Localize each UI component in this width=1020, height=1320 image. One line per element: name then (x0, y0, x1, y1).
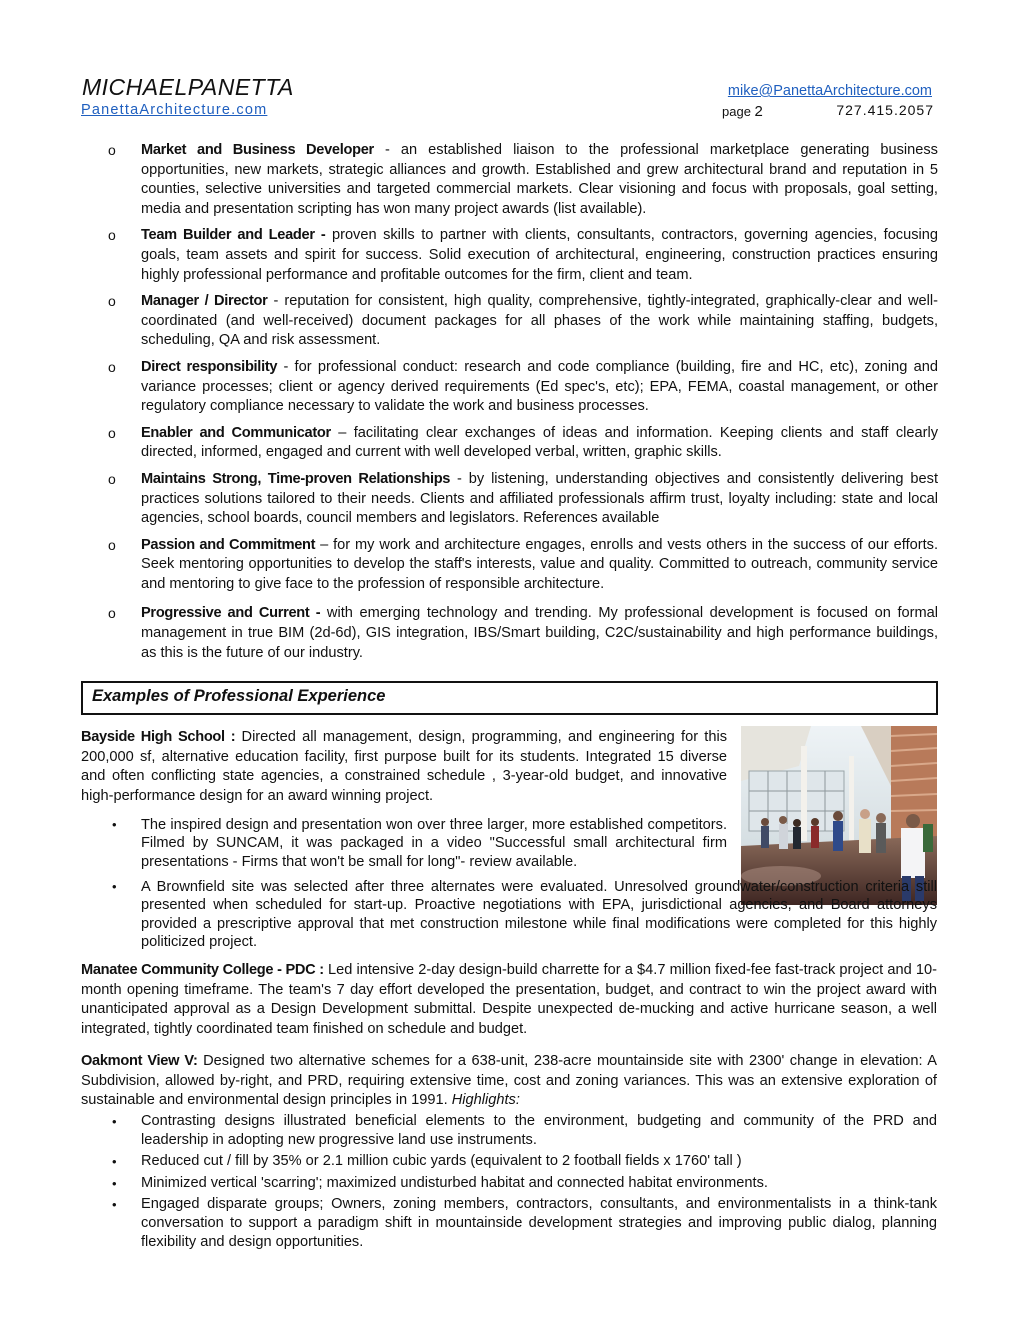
skill-title: Progressive and Current - (141, 605, 321, 622)
circle-bullet: o (108, 424, 116, 441)
skill-item (108, 424, 938, 463)
bullet-dot: • (112, 879, 117, 894)
skill-title: Manager / Director (141, 293, 268, 310)
experience-oakmont (81, 1052, 937, 1111)
header-name: MICHAELPANETTA (82, 74, 294, 100)
page-number: 2 (754, 103, 763, 120)
bullet-text: A Brownfield site was selected after three alternates were evaluated. Unresolved groundwater/construction criteria still presented when scheduled for start-up. Proactive negotiations with EPA, jurisdictional agencies, and Board attorneys provided a prescriptive approval that met construction milestone while final modifications were completed for this highly politicized project. (141, 879, 937, 950)
skill-text: with emerging technology and trending. My professional development is focused on formal management in true BIM (2d-6d), GIS integration, IBS/Smart building, C2C/sustainability and high performance buildings, as this is the future of our industry. (141, 605, 938, 661)
bullet-text: Contrasting designs illustrated beneficial elements to the environment, budgeting and community of the PRD and leadership in adopting new progressive land use instruments. (141, 1113, 937, 1149)
website-link[interactable]: PanettaArchitecture.com (81, 102, 268, 118)
bullet-text: Reduced cut / fill by 35% or 2.1 million cubic yards (equivalent to 2 football fields x 1760' tall ) (141, 1153, 742, 1170)
list-item (112, 1195, 937, 1253)
experience-bayside (81, 728, 727, 806)
list-item (112, 1174, 937, 1193)
section-header-box (81, 681, 938, 715)
bullet-dot: • (112, 1154, 117, 1170)
list-item (112, 1112, 937, 1150)
bullet-dot: • (112, 817, 117, 832)
project-description: Led intensive 2-day design-build charrette for a $4.7 million fixed-fee fast-track project and 10-month opening timeframe. The team's 7 day effort developed the presentation, budget, and contract to win the project award with unanticipated approval as a Design Development submittal. Despite unexpected de-mucking and active hurricane season, a well integrated, tightly coordinated team finished on schedule and budget. (81, 962, 937, 1037)
bullet-dot: • (112, 1196, 117, 1212)
circle-bullet: o (108, 293, 116, 310)
skill-item (108, 226, 938, 285)
skill-text: - reputation for consistent, high quality, comprehensive, tightly-integrated, graphically-clear and well-coordinated (and well-received) document packages for all phases of the work while maintaining staffing, budgets, scheduling, QA and risk assessment. (141, 293, 938, 349)
list-item (112, 878, 937, 951)
circle-bullet: o (108, 358, 116, 375)
list-item (112, 816, 727, 871)
skill-text: – for my work and architecture engages, enrolls and vests others in the success of our efforts. Seek mentoring opportunities to develop the staff's interests, value and quality. Committed to outreach, community service and mentoring to give face to the profession of responsible architecture. (141, 536, 939, 592)
skill-title: Maintains Strong, Time-proven Relationships (141, 470, 451, 487)
project-description: Designed two alternative schemes for a 638-unit, 238-acre mountainside site with 2300' change in elevation: A Subdivision, allowed by-right, and PRD, requiring extensive time, cost and zoning variances. This was an extensive exploration of sustainable and environmental design principles in 1991. (81, 1053, 938, 1109)
skill-item (108, 358, 938, 417)
oakmont-bullets (112, 1112, 937, 1254)
bullet-text: Minimized vertical 'scarring'; maximized undisturbed habitat and connected habitat environments. (141, 1174, 768, 1191)
skill-title: Direct responsibility (141, 358, 278, 375)
project-title: Manatee Community College - PDC : (81, 962, 324, 978)
skill-title: Market and Business Developer (141, 142, 374, 158)
circle-bullet: o (108, 227, 116, 244)
bullet-dot: • (112, 1175, 117, 1191)
project-description: Directed all management, design, programming, and engineering for this 200,000 sf, alternative education facility, first purpose built for its students. Integrated 15 diverse and often conflicting state agencies, a constrained schedule , 3-year-old budget, and innovative high-performance design for an award winning project. (81, 729, 727, 804)
skill-item (108, 141, 938, 219)
project-title: Bayside High School : (81, 729, 236, 745)
bullet-text: The inspired design and presentation won over three larger, more established competitors. Filmed by SUNCAM, it was packaged in a video "Successful small architectural firm presentations - Firms that won't be small for long"- review available. (141, 817, 727, 870)
circle-bullet: o (108, 536, 116, 553)
skills-list (108, 141, 938, 670)
list-item (112, 1152, 937, 1171)
page-label: page (722, 104, 751, 119)
circle-bullet: o (108, 142, 116, 158)
page-indicator (722, 103, 763, 120)
skill-item (108, 470, 938, 529)
skill-text: - by listening, understanding objectives and consistently delivering best practices solutions tailored to their needs. Clients and affiliated professionals affirm trust, loyalty including: state and local agencies, school boards, council members and legislators. References available (141, 470, 939, 527)
project-title: Oakmont View V: (81, 1053, 198, 1069)
email-link[interactable]: mike@PanettaArchitecture.com (727, 83, 932, 99)
bullet-dot: • (112, 1114, 117, 1129)
skill-title: Enabler and Communicator (141, 424, 331, 441)
bayside-bullets-a (112, 816, 727, 878)
skill-text: – facilitating clear exchanges of ideas and information. Keeping clients and staff clearly directed, informed, engaged and current with well developed verbal, written, graphic skills. (141, 424, 938, 461)
circle-bullet: o (108, 470, 116, 487)
skill-title: Passion and Commitment (141, 536, 316, 553)
skill-text: proven skills to partner with clients, consultants, contractors, governing agencies, focusing goals, team assets and spirit for success. Solid execution of architectural, engineering, construction practices ensuring highly professional performance and profitable outcomes for the firm, client and team. (141, 227, 938, 283)
section-title: Examples of Professional Experience (92, 687, 386, 705)
skill-title: Team Builder and Leader - (141, 227, 326, 244)
skill-item (108, 292, 938, 351)
bayside-bullets-b (112, 878, 937, 958)
experience-manatee (81, 961, 937, 1039)
skill-text: - an established liaison to the professional marketplace generating business opportunities, new markets, strategic alliances and growth. Established and grew architectural brand and reputation in 5 counties, selective universities and targeted commercial markets. Clear visioning and focus with proposals, goal setting, media and presentation scripting has won many project awards (list available). (141, 142, 938, 217)
skill-item (108, 604, 938, 663)
highlights-label: Highlights: (451, 1092, 520, 1109)
skill-item (108, 536, 938, 595)
skill-text: - for professional conduct: research and code compliance (building, fire and HC, etc), zoning and variance processes; client or agency derived requirements (Ed spec's, etc); EPA, FEMA, coastal management, or other regulatory compliance necessary to validate the work and business processes. (141, 358, 938, 415)
circle-bullet: o (108, 605, 116, 622)
phone-number: 727.415.2057 (836, 102, 934, 118)
bullet-text: Engaged disparate groups; Owners, zoning members, contractors, consultants, and environmentalists in a think-tank conversation to support a paradigm shift in mountainside development strategies and improving public dialog, planning flexibility and design opportunities. (141, 1195, 937, 1251)
